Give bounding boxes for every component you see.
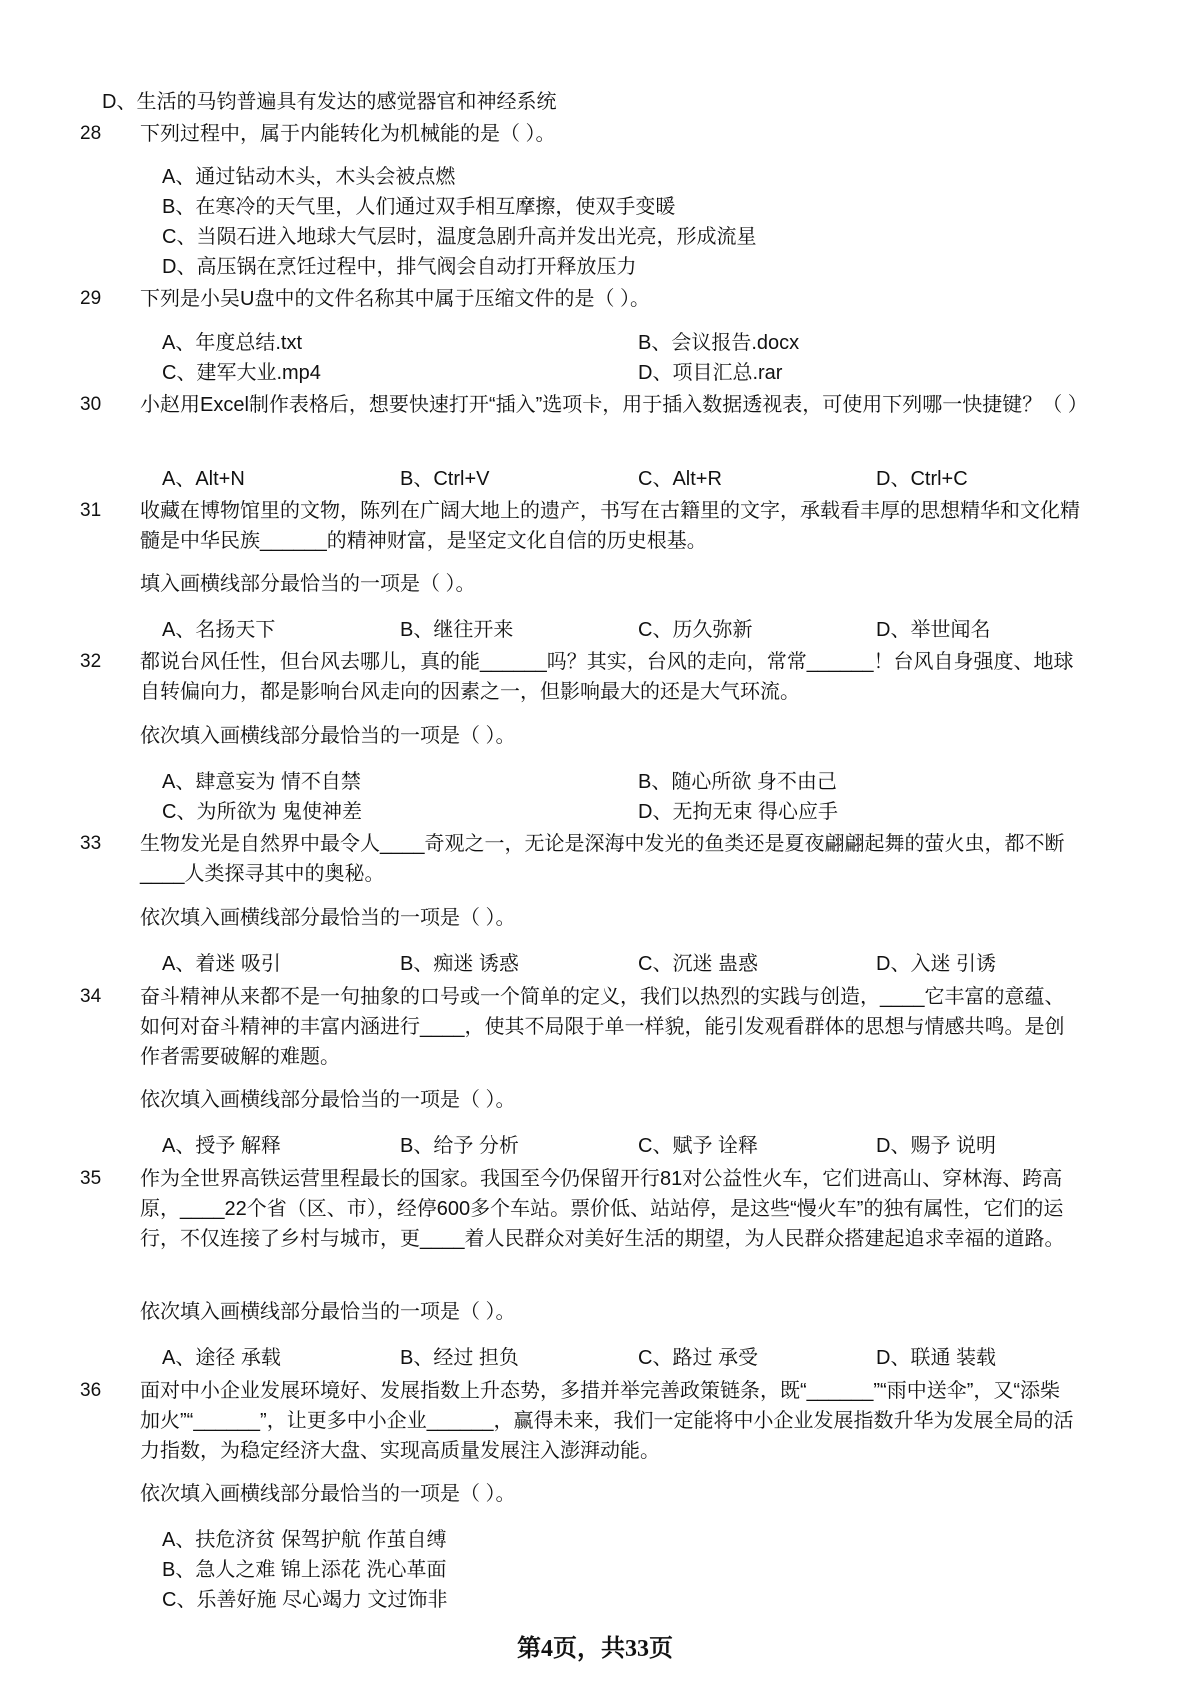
- question-stem: 都说台风任性，但台风去哪儿，真的能______吗？其实，台风的走向，常常______！台风自身强度、地球自转偏向力，都是影响台风走向的因素之一，但影响最大的还是大气环流。: [140, 651, 1074, 703]
- option-d: D、联通 装载: [876, 1347, 996, 1369]
- option-b: B、急人之难 锦上添花 洗心革面: [162, 1559, 447, 1581]
- option-a: A、途径 承载: [162, 1347, 281, 1369]
- option-d: D、Ctrl+C: [876, 468, 968, 490]
- option-a: A、着迷 吸引: [162, 953, 281, 975]
- q27-option-d: D、生活的马钧普遍具有发达的感觉器官和神经系统: [102, 91, 557, 113]
- option-a: A、Alt+N: [162, 468, 245, 490]
- option-d: D、项目汇总.rar: [638, 362, 783, 384]
- question-prompt: 依次填入画横线部分最恰当的一项是（ ）。: [140, 907, 516, 929]
- option-b: B、痴迷 诱惑: [400, 953, 519, 975]
- question-number: 32: [80, 651, 102, 672]
- option-b: B、会议报告.docx: [638, 332, 800, 354]
- option-b: B、随心所欲 身不由己: [638, 771, 837, 793]
- question-number: 33: [80, 833, 102, 854]
- question-stem: 面对中小企业发展环境好、发展指数上升态势，多措并举完善政策链条，既“______”“雨中送伞”，又“添柴加火”“______”，让更多中小企业______，赢得未来，我们一定能将中小企业发展指数升华为发展全局的活力指数，为稳定经济大盘、实现高质量发展注入澎湃动能。: [140, 1380, 1074, 1462]
- option-a: A、扶危济贫 保驾护航 作茧自缚: [162, 1529, 447, 1551]
- option-d: D、无拘无束 得心应手: [638, 801, 838, 823]
- question-prompt: 依次填入画横线部分最恰当的一项是（ ）。: [140, 725, 516, 747]
- option-a: A、肆意妄为 情不自禁: [162, 771, 361, 793]
- option-b: B、在寒冷的天气里，人们通过双手相互摩擦，使双手变暖: [162, 196, 676, 218]
- option-c: C、为所欲为 鬼使神差: [162, 801, 362, 823]
- option-c: C、当陨石进入地球大气层时，温度急剧升高并发出光亮，形成流星: [162, 226, 757, 248]
- question-prompt: 依次填入画横线部分最恰当的一项是（ ）。: [140, 1301, 516, 1323]
- option-c: C、路过 承受: [638, 1347, 758, 1369]
- question-number: 31: [80, 500, 102, 521]
- question-number: 29: [80, 288, 102, 309]
- option-d: D、赐予 说明: [876, 1135, 996, 1157]
- option-a: A、名扬天下: [162, 619, 276, 641]
- option-b: B、Ctrl+V: [400, 468, 490, 490]
- option-b: B、给予 分析: [400, 1135, 519, 1157]
- question-stem: 小赵用Excel制作表格后，想要快速打开“插入”选项卡，用于插入数据透视表，可使用下列哪一快捷键？（ ）: [140, 394, 1088, 416]
- option-c: C、Alt+R: [638, 468, 722, 490]
- question-prompt: 依次填入画横线部分最恰当的一项是（ ）。: [140, 1483, 516, 1505]
- question-number: 36: [80, 1380, 102, 1401]
- option-c: C、历久弥新: [638, 619, 753, 641]
- question-stem: 收藏在博物馆里的文物，陈列在广阔大地上的遗产，书写在古籍里的文字，承载看丰厚的思想精华和文化精髓是中华民族______的精神财富，是坚定文化自信的历史根基。: [140, 500, 1080, 552]
- option-c: C、乐善好施 尽心竭力 文过饰非: [162, 1589, 448, 1611]
- question-stem: 奋斗精神从来都不是一句抽象的口号或一个简单的定义，我们以热烈的实践与创造，____它丰富的意蕴、如何对奋斗精神的丰富内涵进行____，使其不局限于单一样貌，能引发观看群体的思想与情感共鸣。是创作者需要破解的难题。: [140, 986, 1065, 1068]
- option-a: A、通过钻动木头，木头会被点燃: [162, 166, 456, 188]
- question-stem: 下列是小吴U盘中的文件名称其中属于压缩文件的是（ ）。: [140, 288, 650, 310]
- question-stem: 生物发光是自然界中最令人____奇观之一，无论是深海中发光的鱼类还是夏夜翩翩起舞的萤火虫，都不断____人类探寻其中的奥秘。: [140, 833, 1065, 885]
- question-prompt: 依次填入画横线部分最恰当的一项是（ ）。: [140, 1089, 516, 1111]
- page-footer: 第4页，共33页: [517, 1636, 673, 1662]
- option-c: C、沉迷 蛊惑: [638, 953, 758, 975]
- question-number: 28: [80, 123, 102, 144]
- question-number: 35: [80, 1168, 102, 1189]
- question-number: 34: [80, 986, 102, 1007]
- option-b: B、经过 担负: [400, 1347, 519, 1369]
- question-stem: 下列过程中，属于内能转化为机械能的是（ ）。: [140, 123, 556, 145]
- option-c: C、建军大业.mp4: [162, 362, 321, 384]
- question-prompt: 填入画横线部分最恰当的一项是（ ）。: [140, 573, 476, 595]
- question-number: 30: [80, 394, 102, 415]
- question-stem: 作为全世界高铁运营里程最长的国家。我国至今仍保留开行81对公益性火车，它们进高山、穿林海、跨高原，____22个省（区、市），经停600多个车站。票价低、站站停，是这些“慢火车”的独有属性，它们的运行，不仅连接了乡村与城市，更____着人民群众对美好生活的期望，为人民群众搭建起追求幸福的道路。: [140, 1168, 1065, 1250]
- option-d: D、举世闻名: [876, 619, 991, 641]
- option-d: D、高压锅在烹饪过程中，排气阀会自动打开释放压力: [162, 256, 637, 278]
- option-a: A、授予 解释: [162, 1135, 281, 1157]
- option-d: D、入迷 引诱: [876, 953, 996, 975]
- option-c: C、赋予 诠释: [638, 1135, 758, 1157]
- option-a: A、年度总结.txt: [162, 332, 303, 354]
- option-b: B、继往开来: [400, 619, 514, 641]
